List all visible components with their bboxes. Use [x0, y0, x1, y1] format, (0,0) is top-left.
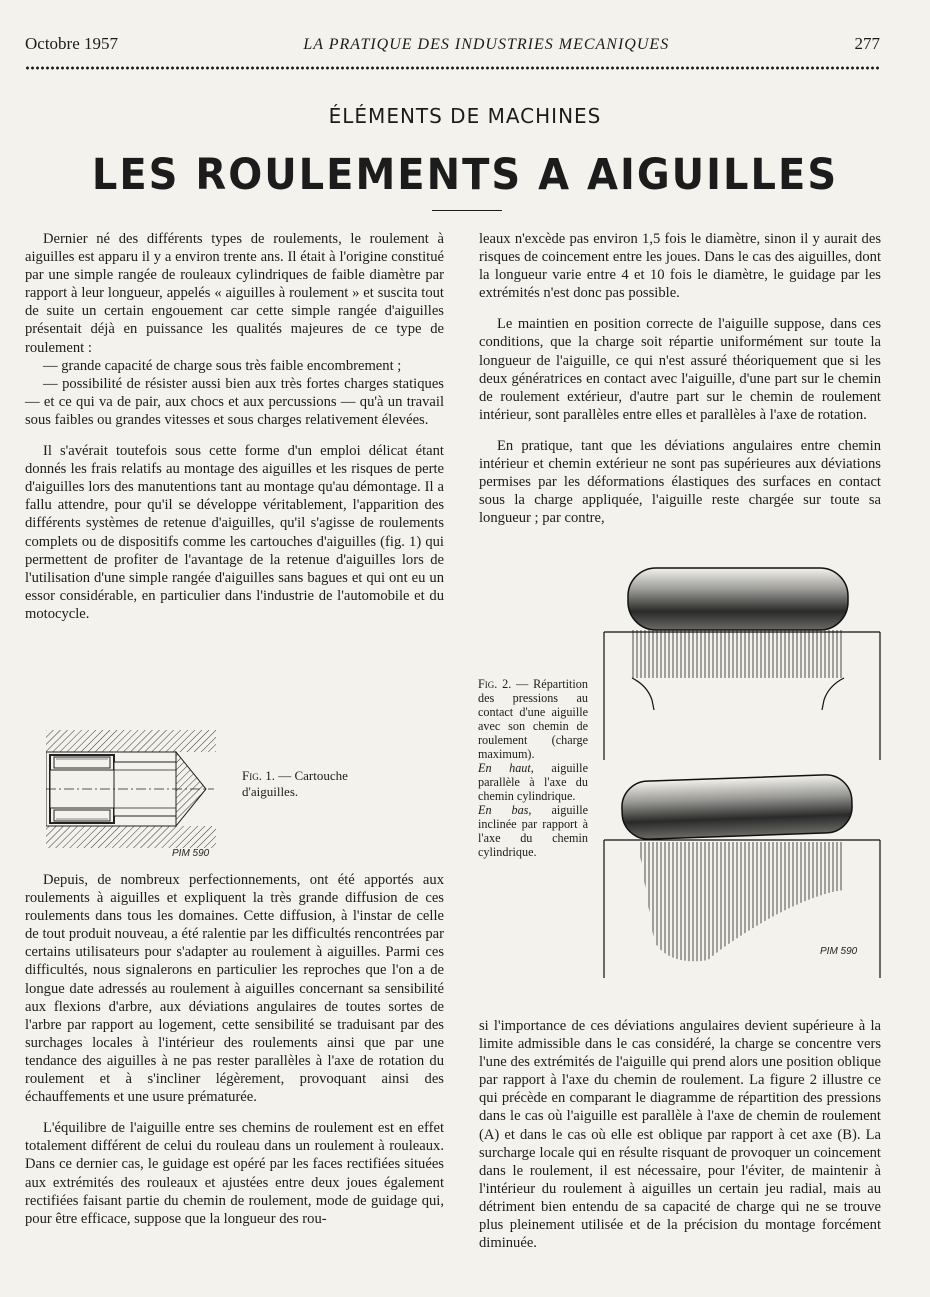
figure-1-caption — [242, 768, 402, 800]
running-header — [25, 34, 880, 56]
figure-2-top-label: En haut, — [478, 761, 534, 775]
section-heading: ÉLÉMENTS DE MACHINES — [328, 104, 602, 128]
journal-title: LA PRATIQUE DES INDUSTRIES MECANIQUES — [303, 36, 670, 53]
page-number: 277 — [854, 34, 880, 53]
paragraph: Il s'avérait toutefois sous cette forme d'un emploi délicat étant donnés les frais relatifs au montage des aiguilles et les risques de perte d'aiguilles lors des manutentions tant au montage qu'au démontage. Il a fallu attendre, pour qu'il se développe véritablement, l'apparition des différents systèmes de retenue d'aiguilles, qu'il s'agisse de roulements complets ou de dispositifs comme les cartouches d'aiguilles (fig. 1) qui permettent de profiter de l'avantage de la retenue d'aiguilles lors de l'utilisation d'une simple rangée d'aiguilles sans bagues et qui ont eu un essor considérable, en particulier dans l'industrie de l'automobile et du motocycle. — [25, 443, 444, 622]
figure-2-label: Fig. 2. — [478, 677, 512, 691]
figure-1-ref: PIM 590 — [172, 848, 210, 859]
paragraph: Le maintien en position correcte de l'aiguille suppose, dans ces conditions, que la charge soit répartie uniformément sur toute la longueur de l'aiguille, ce qui n'est assuré théoriquement que si les deux génératrices en contact avec l'aiguille, d'une part sur le chemin de roulement extérieur, d'autre part sur le chemin de roulement intérieur, sont parallèles entre elles et parallèles à l'axe de rotation. — [479, 316, 881, 423]
left-column-bottom — [25, 871, 444, 1228]
uniform-pressure-diagram — [632, 630, 844, 678]
paragraph: si l'importance de ces déviations angulaires devient supérieure à la limite admissible dans le cas considéré, la charge se concentre vers l'une des extrémités de l'aiguille qui prend alors une position oblique par rapport à l'axe du chemin de roulement. La figure 2 illustre ce qui précède en comparant le diagramme de répartition des pressions dans le cas où l'aiguille est parallèle à l'axe de chemin de roulement (A) et dans le cas où elle est oblique par rapport à cet axe (B). La surcharge locale qui en résulte risquant de provoquer un coincement dans le roulement, il est nécessaire, pour l'éviter, de maintenir à l'intérieur du roulement à aiguilles un certain jeu radial, mais au détriment bien entendu de sa capacité de charge qui ne se trouve plus pleinement utilisée et de la précision du montage forcément diminuée. — [479, 1018, 881, 1252]
concentrated-pressure-diagram — [638, 842, 844, 961]
left-column-top — [25, 230, 444, 636]
paragraph: leaux n'excède pas environ 1,5 fois le diamètre, sinon il y aurait des risques de coincement entre les joues. Dans le cas des aiguilles, dont la longueur varie entre 4 et 10 fois le diamètre, le guidage par les extrémités n'est donc pas possible. — [479, 231, 881, 302]
title-underline — [432, 210, 502, 211]
list-item: — grande capacité de charge sous très faible encombrement ; — [43, 357, 402, 374]
paragraph: L'équilibre de l'aiguille entre ses chemins de roulement est en effet totalement différent de celui du rouleau dans un roulement à rouleaux. Dans ce dernier cas, le guidage est opéré par les faces rectifiées situées aux extrémités des rouleaux et ajustées entre deux joues également rectifiées faisant partie du chemin de roulement, mode de guidage qui, pour être efficace, suppose que la longueur des rou- — [25, 1120, 444, 1227]
list-item: — possibilité de résister aussi bien aux très fortes charges statiques — et ce qui va de pair, aux chocs et aux percussions — qu'à un travail sous faibles ou grandes vitesses et sous charges relativement élevées. — [25, 375, 444, 428]
paragraph: Depuis, de nombreux perfectionnements, ont été apportés aux roulements à aiguilles et expliquent la très grande diffusion de ces roulements dans tous les domaines. Cette diffusion, à l'instar de celle de tout produit nouveau, a été ralentie par les difficultés rencontrées par certains utilisateurs pour s'adapter au roulement à aiguilles. Parmi ces difficultés, nous signalerons en particulier les reproches que l'on a de longue date adressés au roulement à aiguilles concernant sa sensibilité aux flexions d'arbre, aux déviations angulaires de toutes sortes de l'arbre par rapport au logement, cette sensibilité se traduisant par des surchages locales à l'intérieur des roulements ainsi que par une tendance des aiguilles à ne pas rester parallèles à l'axe de rotation du roulement et à s'incliner légèrement, provoquant ainsi des échauffements et une usure prématurée. — [25, 872, 444, 1106]
needle-parallel — [628, 568, 848, 630]
right-column-top — [479, 230, 881, 540]
figure-2-caption — [478, 677, 588, 859]
figure-1-needle-cartridge-drawing — [46, 730, 226, 860]
paragraph: En pratique, tant que les déviations angulaires entre chemin intérieur et chemin extérieur ne sont pas supérieures aux déviations permises par les déformations élastiques des surfaces en contact sous la charge appliquée, l'aiguille reste chargée sur toute sa longueur ; par contre, — [479, 437, 881, 527]
article-title: LES ROULEMENTS A AIGUILLES — [91, 150, 839, 200]
figure-1-caption-text: — Cartouche d'aiguilles. — [242, 768, 348, 799]
header-dotted-rule — [25, 66, 880, 70]
figure-2-top-text: aiguille parallèle à l'axe du chemin cylindrique. — [478, 761, 588, 803]
figure-2-bottom-text: aiguille inclinée par rapport à l'axe du chemin cylindrique. — [478, 803, 588, 859]
figure-2-ref: PIM 590 — [820, 946, 858, 957]
right-column-bottom — [479, 1017, 881, 1252]
figure-2-caption-text: — Répartition des pressions au contact d'une aiguille avec son chemin de roulement (charge maximum). — [478, 677, 588, 761]
figure-1-label: Fig. 1. — [242, 768, 275, 783]
figure-2-pressure-distribution-drawing — [600, 560, 885, 980]
figure-2-bottom-label: En bas, — [478, 803, 532, 817]
paragraph: Dernier né des différents types de roulements, le roulement à aiguilles est apparu il y a environ trente ans. Il était à l'origine constitué par une simple rangée de rouleaux cylindriques de faible diamètre par rapport à leur longueur, appelés « aiguilles à roulement » et suscita tout de suite un certain engouement car cette simple rangée d'aiguilles présentait déjà en puissance les qualités majeures de ce type de roulement : — [25, 231, 444, 356]
issue-date: Octobre 1957 — [25, 34, 119, 53]
needle-inclined — [621, 774, 853, 840]
